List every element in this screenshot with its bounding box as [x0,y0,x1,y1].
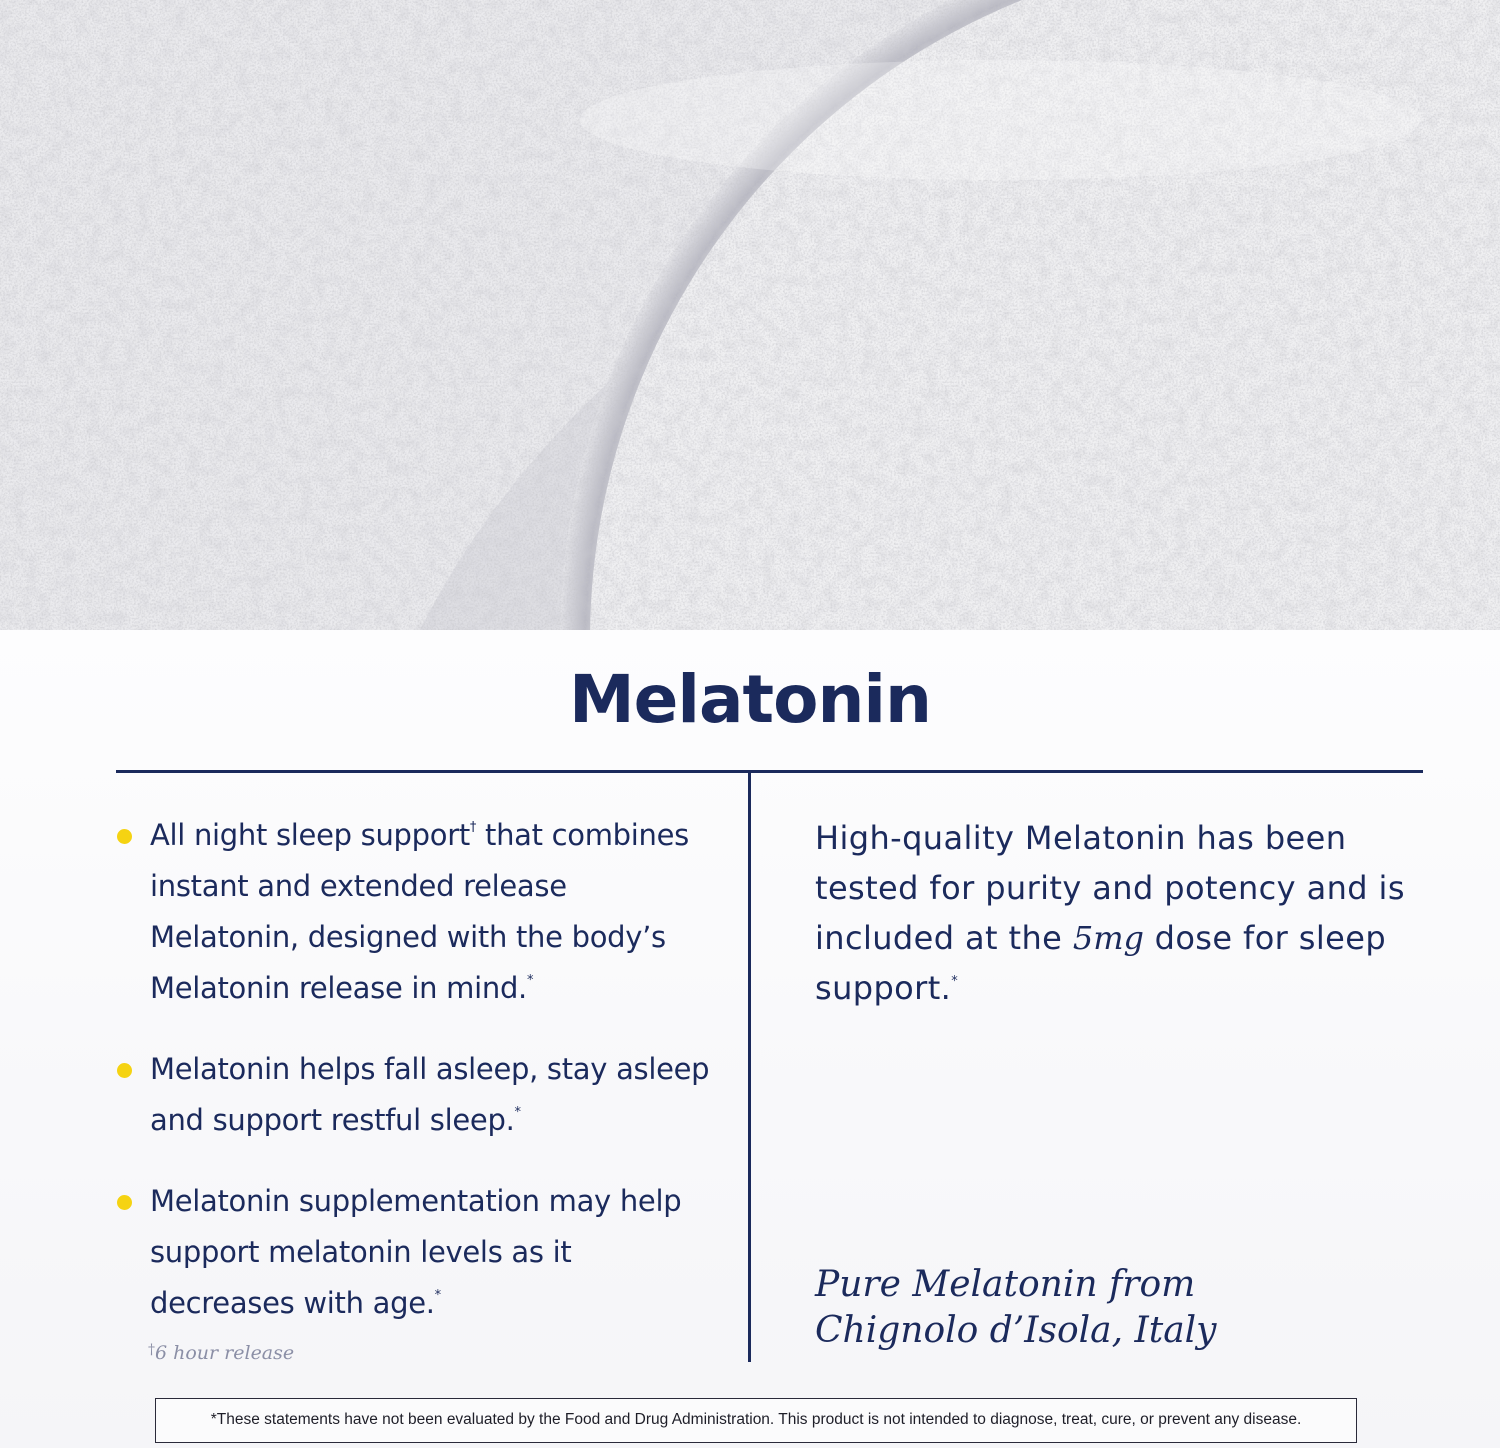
dagger-mark: † [469,820,477,835]
asterisk-mark: * [526,973,534,988]
asterisk-mark: * [951,974,959,989]
dose-amount: 5mg [1072,919,1145,957]
benefit-bullet-2 [150,1044,710,1146]
asterisk-mark: * [434,1288,441,1303]
column-divider [748,772,751,1362]
bullet-text: Melatonin helps fall asleep, stay asleep and support restful sleep. [150,1052,710,1137]
asterisk-mark: * [514,1105,521,1120]
powder-texture-graphic [0,0,1500,630]
quality-text: High-quality Melatonin has been tested for purity and potency and is included at the [815,819,1405,957]
bullet-dot-icon [117,829,132,844]
bullet-text: All night sleep support [150,818,470,852]
fda-disclaimer: *These statements have not been evaluated by the Food and Drug Administration. This product is not intended to diagnose, treat, cure, or prevent any disease. [155,1398,1357,1443]
quality-text-cont: dose for sleep support. [815,919,1387,1007]
origin-line-1: Pure Melatonin from [815,1264,1196,1305]
dagger-mark: † [148,1342,155,1358]
origin-line-2: Chignolo d’Isola, Italy [815,1310,1217,1351]
bullet-dot-icon [117,1195,132,1210]
benefit-bullet-3 [150,1176,710,1329]
bullet-text-cont: that combines instant and extended release Melatonin, designed with the body’s Melatonin release in mind. [150,818,689,1005]
benefit-bullet-1 [150,810,710,1014]
powder-photo [0,0,1500,630]
header-divider [116,770,1423,773]
page-title: Melatonin [568,661,932,738]
bullet-text: Melatonin supplementation may help support melatonin levels as it decreases with age. [150,1184,682,1320]
bullet-dot-icon [117,1063,132,1078]
footnote-text: 6 hour release [155,1342,295,1364]
origin-statement [815,1262,1435,1354]
quality-statement [815,813,1415,1013]
release-footnote [148,1342,294,1364]
